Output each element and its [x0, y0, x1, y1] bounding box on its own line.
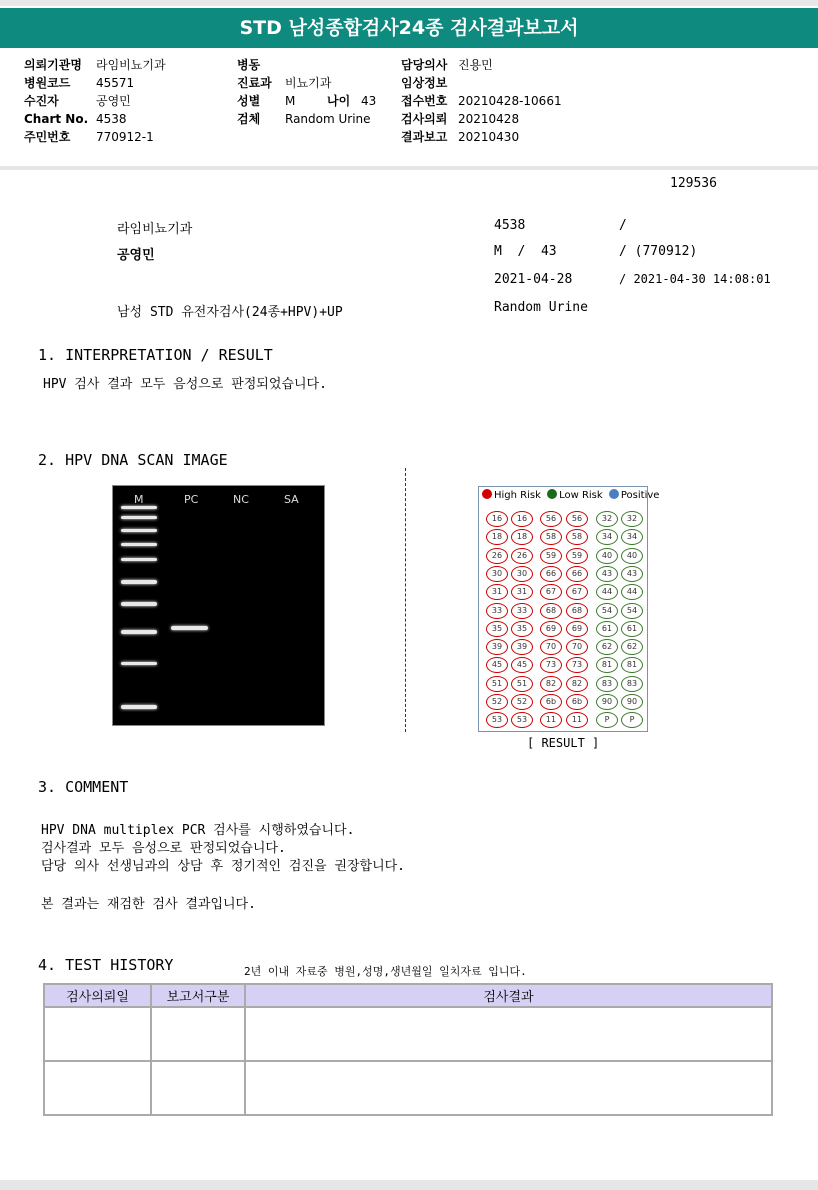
table-row — [44, 1061, 772, 1115]
reception-no-label: 접수번호 — [401, 94, 448, 108]
chip-cell: 83 — [596, 676, 618, 692]
gel-image — [112, 485, 325, 726]
chip-cell: 61 — [596, 621, 618, 637]
section-3-title: 3. COMMENT — [38, 778, 129, 796]
doctor-value: 진용민 — [458, 58, 493, 72]
ward-label: 병동 — [237, 58, 261, 72]
chip-cell: 62 — [596, 639, 618, 655]
chip-cell: 81 — [621, 657, 643, 673]
gel-ladder-band — [121, 516, 157, 519]
chip-cell: 33 — [486, 603, 508, 619]
chip-cell: 69 — [566, 621, 588, 637]
chip-cell: 45 — [486, 657, 508, 673]
gel-ladder-band — [121, 602, 157, 606]
summary-specimen: Random Urine — [494, 300, 588, 315]
chip-cell: 18 — [511, 529, 533, 545]
chip-cell: 53 — [486, 712, 508, 728]
chip-cell: 70 — [540, 639, 562, 655]
header-separator — [0, 166, 818, 170]
request-date-value: 20210428 — [458, 112, 520, 126]
section-1-title: 1. INTERPRETATION / RESULT — [38, 346, 273, 364]
chip-cell: 52 — [511, 694, 533, 710]
high-risk-dot-icon — [482, 489, 492, 499]
gel-pc-band — [171, 626, 208, 630]
history-header-row — [44, 984, 772, 1007]
request-date-label: 검사의뢰 — [401, 112, 448, 126]
divider-dashed — [405, 468, 406, 732]
chip-cell: 51 — [486, 676, 508, 692]
summary-chart-no: 4538 — [494, 218, 526, 233]
positive-dot-icon — [609, 489, 619, 499]
department-label: 진료과 — [237, 76, 272, 90]
specimen-value: Random Urine — [285, 112, 371, 126]
chip-cell: 62 — [621, 639, 643, 655]
doctor-label: 담당의사 — [401, 58, 448, 72]
sex-value: M — [285, 94, 296, 108]
chip-cell: 90 — [596, 694, 618, 710]
gel-lane-label: NC — [233, 493, 249, 506]
chip-cell: P — [621, 712, 643, 728]
chip-cell: 31 — [486, 584, 508, 600]
summary-birth: / (770912) — [619, 244, 698, 259]
report-date-value: 20210430 — [458, 130, 520, 144]
chip-cell: 83 — [621, 676, 643, 692]
bottom-border — [0, 1180, 818, 1190]
comment-line: 담당 의사 선생님과의 상담 후 정기적인 검진을 권장합니다. — [41, 859, 406, 874]
patient-label: 수진자 — [24, 94, 59, 108]
chip-cell: 39 — [486, 639, 508, 655]
chip-cell: 30 — [511, 566, 533, 582]
summary-request-date: 2021-04-28 — [494, 272, 573, 287]
comment-line: 검사결과 모두 음성으로 판정되었습니다. — [41, 841, 286, 856]
section-4-title: 4. TEST HISTORY — [38, 956, 174, 974]
chip-cell: 45 — [511, 657, 533, 673]
chip-cell: 66 — [566, 566, 588, 582]
resident-no-label: 주민번호 — [24, 130, 71, 144]
chip-cell: 33 — [511, 603, 533, 619]
chip-cell: 18 — [486, 529, 508, 545]
chip-cell: 68 — [566, 603, 588, 619]
chip-cell: 56 — [566, 511, 588, 527]
chip-cell: 16 — [511, 511, 533, 527]
clinical-info-label: 임상정보 — [401, 76, 448, 90]
specimen-label: 검체 — [237, 112, 261, 126]
chip-cell: P — [596, 712, 618, 728]
chip-cell: 44 — [596, 584, 618, 600]
chip-cell: 34 — [596, 529, 618, 545]
hospital-code-value: 45571 — [96, 76, 135, 90]
chip-cell: 54 — [596, 603, 618, 619]
chip-cell: 90 — [621, 694, 643, 710]
report-title: STD 남성종합검사24종 검사결과보고서 — [0, 8, 818, 48]
summary-slash: / — [619, 218, 627, 233]
chip-cell: 56 — [540, 511, 562, 527]
chip-cell: 53 — [511, 712, 533, 728]
chip-cell: 26 — [486, 548, 508, 564]
hpv-chip-grid — [478, 486, 660, 732]
chip-cell: 59 — [540, 548, 562, 564]
institution-label: 의뢰기관명 — [24, 58, 82, 72]
chip-cell: 40 — [596, 548, 618, 564]
chip-cell: 70 — [566, 639, 588, 655]
section-1-text: HPV 검사 결과 모두 음성으로 판정되었습니다. — [43, 377, 327, 392]
chip-cell: 43 — [596, 566, 618, 582]
chip-cell: 32 — [596, 511, 618, 527]
reception-no-value: 20210428-10661 — [458, 94, 562, 108]
chip-cell: 31 — [511, 584, 533, 600]
chip-legend — [482, 489, 659, 501]
chip-cell: 58 — [566, 529, 588, 545]
gel-ladder-band — [121, 630, 157, 634]
age-label: 나이 — [327, 94, 351, 108]
chip-cell: 67 — [540, 584, 562, 600]
history-table — [43, 983, 773, 1116]
summary-test-name: 남성 STD 유전자검사(24종+HPV)+UP — [117, 305, 343, 320]
gel-ladder-band — [121, 558, 157, 561]
chart-no-value: 4538 — [96, 112, 127, 126]
sex-label: 성별 — [237, 94, 261, 108]
chip-cell: 35 — [511, 621, 533, 637]
comment-line: HPV DNA multiplex PCR 검사를 시행하였습니다. — [41, 823, 355, 838]
chip-cell: 69 — [540, 621, 562, 637]
summary-patient: 공영민 — [117, 248, 155, 263]
legend-positive: Positive — [620, 490, 660, 501]
chip-cell: 32 — [621, 511, 643, 527]
section-2-title: 2. HPV DNA SCAN IMAGE — [38, 451, 228, 469]
chip-cell: 54 — [621, 603, 643, 619]
summary-id-number: 129536 — [670, 176, 717, 191]
legend-high-risk: High Risk — [494, 490, 541, 501]
table-row — [44, 1007, 772, 1061]
comment-line: 본 결과는 재검한 검사 결과입니다. — [41, 897, 256, 912]
header-col-2 — [237, 56, 376, 128]
chip-cell: 59 — [566, 548, 588, 564]
chip-cell: 58 — [540, 529, 562, 545]
legend-low-risk: Low Risk — [559, 490, 603, 501]
header-col-3 — [401, 56, 562, 146]
chip-cell: 11 — [540, 712, 562, 728]
chip-cell: 52 — [486, 694, 508, 710]
chip-cell: 39 — [511, 639, 533, 655]
chip-cell: 26 — [511, 548, 533, 564]
chip-cell: 66 — [540, 566, 562, 582]
chip-cell: 67 — [566, 584, 588, 600]
chip-cell: 81 — [596, 657, 618, 673]
chip-cell: 73 — [540, 657, 562, 673]
hospital-code-label: 병원코드 — [24, 76, 71, 90]
chip-cell: 82 — [540, 676, 562, 692]
gel-ladder-band — [121, 529, 157, 532]
chip-cell: 40 — [621, 548, 643, 564]
chip-cell: 16 — [486, 511, 508, 527]
chip-cell: 6b — [566, 694, 588, 710]
age-value: 43 — [361, 94, 377, 108]
chip-cell: 6b — [540, 694, 562, 710]
chip-cell: 82 — [566, 676, 588, 692]
chip-cell: 68 — [540, 603, 562, 619]
gel-ladder-band — [121, 662, 157, 665]
low-risk-dot-icon — [547, 489, 557, 499]
header-col-1 — [24, 56, 166, 146]
chip-cell: 35 — [486, 621, 508, 637]
resident-no-value: 770912-1 — [96, 130, 154, 144]
chip-cell: 43 — [621, 566, 643, 582]
report-date-label: 결과보고 — [401, 130, 448, 144]
department-value: 비뇨기과 — [285, 76, 332, 90]
summary-report-datetime: / 2021-04-30 14:08:01 — [619, 272, 771, 286]
chip-cell: 34 — [621, 529, 643, 545]
patient-value: 공영민 — [96, 94, 131, 108]
gel-lane-label: PC — [184, 493, 199, 506]
chip-cell: 11 — [566, 712, 588, 728]
chip-result-label: [ RESULT ] — [527, 736, 600, 750]
gel-lane-label: M — [134, 493, 144, 506]
section-4-note: 2년 이내 자료중 병원,성명,생년월일 일치자료 입니다. — [244, 965, 527, 978]
chip-cell: 61 — [621, 621, 643, 637]
chip-cell: 44 — [621, 584, 643, 600]
gel-ladder-band — [121, 705, 157, 709]
institution-value: 라임비뇨기과 — [96, 58, 166, 72]
gel-ladder-band — [121, 580, 157, 584]
chip-cell: 30 — [486, 566, 508, 582]
top-border — [0, 0, 818, 6]
gel-ladder-band — [121, 543, 157, 546]
summary-sex-age: M / 43 — [494, 244, 557, 259]
history-header-result: 검사결과 — [245, 984, 772, 1007]
history-header-request-date: 검사의뢰일 — [44, 984, 151, 1007]
chip-cell: 73 — [566, 657, 588, 673]
gel-lane-label: SA — [284, 493, 299, 506]
chart-no-label: Chart No. — [24, 112, 89, 126]
history-header-report-type: 보고서구분 — [151, 984, 245, 1007]
summary-clinic: 라임비뇨기과 — [117, 222, 193, 237]
chip-cell: 51 — [511, 676, 533, 692]
gel-ladder-band — [121, 506, 157, 509]
